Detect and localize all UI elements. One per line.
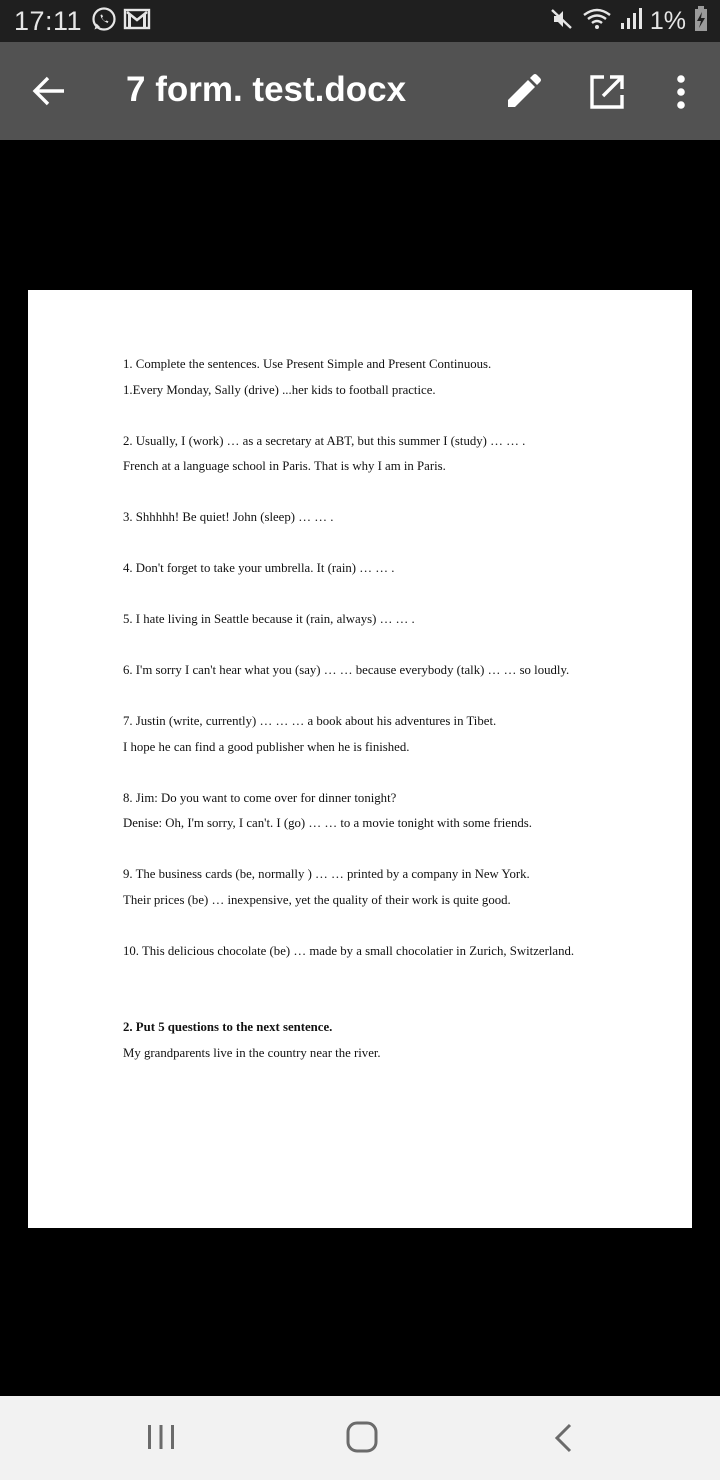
whatsapp-icon (91, 6, 117, 37)
open-external-icon (586, 71, 628, 113)
doc-line: 7. Justin (write, currently) … … … a book about his adventures in Tibet. (123, 714, 497, 728)
status-time: 17:11 (14, 6, 83, 36)
doc-line: 9. The business cards (be, normally ) … … printed by a company in New York. (123, 867, 530, 881)
doc-line: 1.Every Monday, Sally (drive) ...her kids to football practice. (123, 382, 436, 397)
gmail-icon (123, 7, 151, 36)
battery-level: 1% (649, 6, 686, 35)
status-bar (0, 0, 720, 42)
wifi-icon (582, 7, 612, 36)
document-title: 7 form. test.docx (126, 70, 407, 109)
home-icon (344, 1418, 380, 1456)
doc-line: 2. Usually, I (work) … as a secretary at ABT, but this summer I (study) … … . (123, 433, 526, 448)
recents-button[interactable] (146, 1420, 176, 1454)
doc-line: Denise: Oh, I'm sorry, I can't. I (go) … … to a movie tonight with some friends. (123, 816, 532, 830)
doc-line: 5. I hate living in Seattle because it (rain, always) … … . (123, 612, 415, 626)
doc-line: French at a language school in Paris. That is why I am in Paris. (123, 459, 446, 473)
doc-line: Their prices (be) … inexpensive, yet the quality of their work is quite good. (123, 892, 511, 907)
nav-back-button[interactable] (551, 1422, 577, 1454)
edit-button[interactable] (502, 71, 544, 113)
doc-line: 6. I'm sorry I can't hear what you (say) … … because everybody (talk) … … so loudly. (123, 663, 570, 677)
doc-line: 8. Jim: Do you want to come over for dinner tonight? (123, 790, 397, 805)
doc-line: My grandparents live in the country near the river. (123, 1045, 381, 1060)
doc-line: 10. This delicious chocolate (be) … made by a small chocolatier in Zurich, Switzerland. (123, 943, 575, 958)
doc-line: 4. Don't forget to take your umbrella. It (rain) … … . (123, 561, 395, 575)
document-content (123, 352, 653, 1066)
document-viewer[interactable] (0, 140, 720, 1396)
doc-heading: 2. Put 5 questions to the next sentence. (123, 1020, 333, 1034)
battery-charging-icon (694, 6, 708, 37)
system-icons (550, 6, 708, 36)
document-page (28, 290, 692, 1228)
back-arrow-icon (28, 70, 70, 112)
notification-icons (91, 8, 151, 34)
open-external-button[interactable] (586, 71, 628, 113)
home-button[interactable] (344, 1418, 380, 1456)
app-bar (0, 42, 720, 140)
mute-icon (550, 7, 574, 36)
signal-icon (620, 7, 642, 36)
back-button[interactable] (28, 70, 70, 112)
more-vert-icon (660, 71, 702, 113)
recents-icon (146, 1420, 176, 1454)
back-icon (551, 1422, 577, 1454)
doc-line: I hope he can find a good publisher when he is finished. (123, 739, 410, 754)
doc-line: 3. Shhhhh! Be quiet! John (sleep) … … . (123, 510, 334, 524)
navigation-bar (0, 1396, 720, 1480)
doc-line: 1. Complete the sentences. Use Present Simple and Present Continuous. (123, 357, 492, 371)
pencil-icon (502, 71, 544, 113)
more-options-button[interactable] (660, 71, 702, 113)
